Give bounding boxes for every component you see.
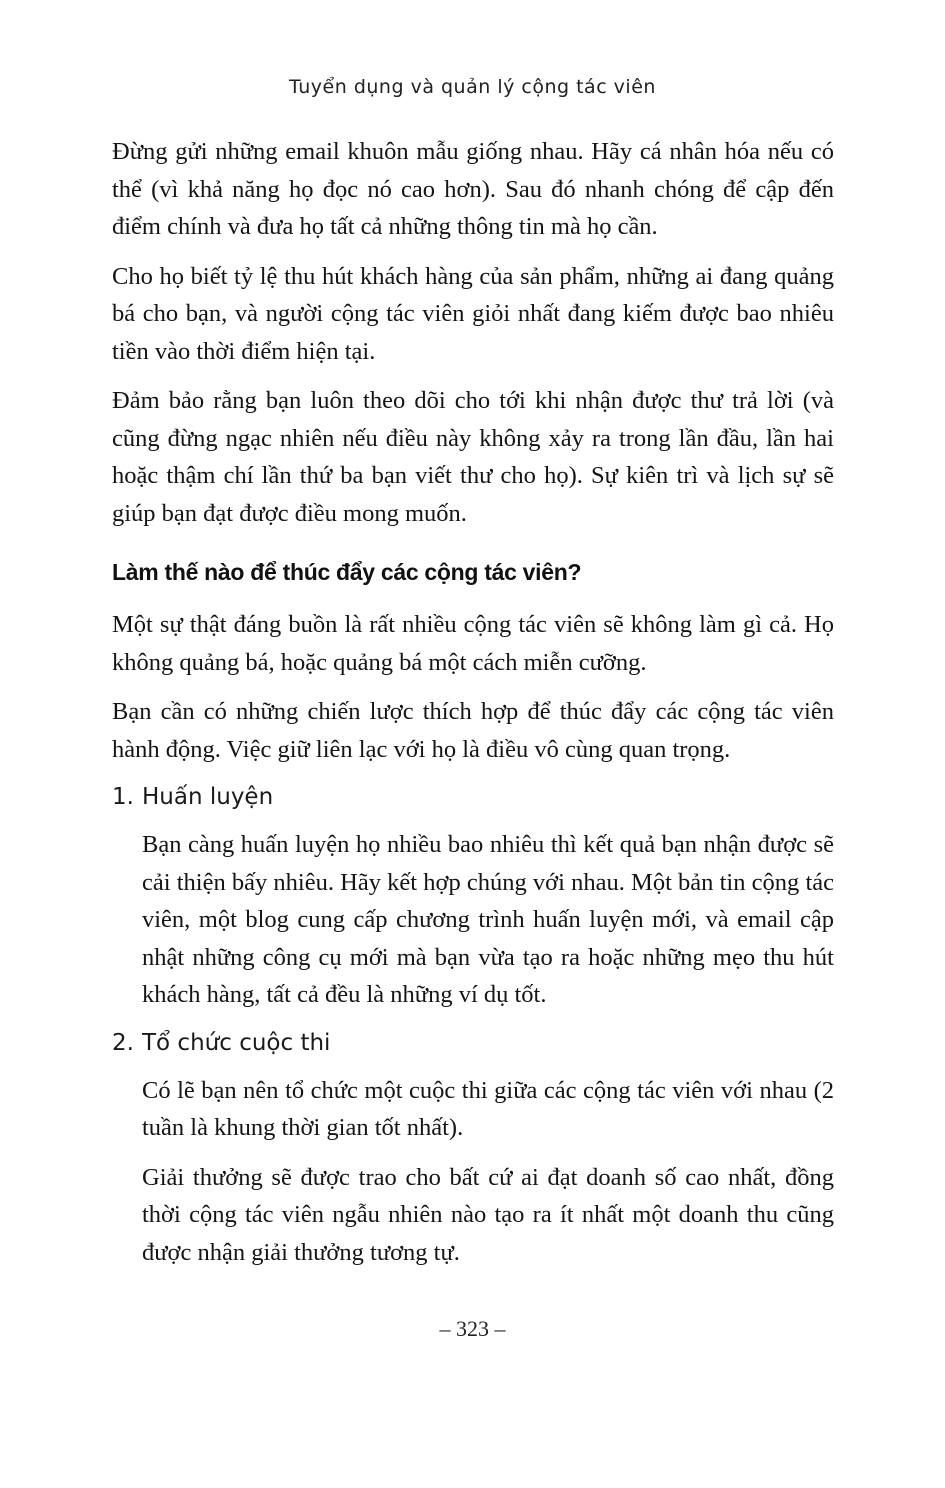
list-title-text: Huấn luyện	[142, 784, 274, 810]
section-paragraph-1: Một sự thật đáng buồn là rất nhiều cộng tác viên sẽ không làm gì cả. Họ không quảng bá, hoặc quảng bá một cách miễn cưỡng.	[112, 611, 834, 676]
list-number: 2.	[112, 1029, 134, 1056]
page-number: – 323 –	[439, 1316, 506, 1341]
list-title-text: Tổ chức cuộc thi	[142, 1029, 331, 1056]
list-item-training	[112, 780, 834, 1014]
list-item-paragraph: Có lẽ bạn nên tổ chức một cuộc thi giữa các cộng tác viên với nhau (2 tuần là khung thời gian tốt nhất).	[142, 1076, 834, 1141]
intro-paragraph-1: Đừng gửi những email khuôn mẫu giống nhau. Hãy cá nhân hóa nếu có thể (vì khả năng họ đọc nó cao hơn). Sau đó nhanh chóng để cập đến điểm chính và đưa họ tất cả những thông tin mà họ cần.	[112, 138, 834, 240]
intro-paragraph-2: Cho họ biết tỷ lệ thu hút khách hàng của sản phẩm, những ai đang quảng bá cho bạn, và người cộng tác viên giỏi nhất đang kiếm được bao nhiêu tiền vào thời điểm hiện tại.	[112, 262, 834, 365]
list-item-title	[112, 780, 834, 814]
running-header: Tuyển dụng và quản lý cộng tác viên	[289, 76, 656, 98]
intro-paragraph-3: Đảm bảo rằng bạn luôn theo dõi cho tới khi nhận được thư trả lời (và cũng đừng ngạc nhiên nếu điều này không xảy ra trong lần đầu, lần hai hoặc thậm chí lần thứ ba bạn viết thư cho họ). Sự kiên trì và lịch sự sẽ giúp bạn đạt được điều mong muốn.	[112, 387, 834, 527]
section-paragraph-2: Bạn cần có những chiến lược thích hợp để thúc đẩy các cộng tác viên hành động. Việc giữ liên lạc với họ là điều vô cùng quan trọng.	[112, 698, 834, 763]
list-item-contest	[112, 1026, 834, 1272]
list-item-title	[112, 1026, 834, 1060]
page-body	[112, 133, 834, 1283]
list-item-paragraph: Giải thưởng sẽ được trao cho bất cứ ai đạt doanh số cao nhất, đồng thời cộng tác viên ngẫu nhiên nào tạo ra ít nhất một doanh thu cũng được nhận giải thưởng tương tự.	[142, 1163, 834, 1266]
list-item-paragraph: Bạn càng huấn luyện họ nhiều bao nhiêu thì kết quả bạn nhận được sẽ cải thiện bấy nhiêu. Hãy kết hợp chúng với nhau. Một bản tin cộng tác viên, một blog cung cấp chương trình huấn luyện mới, và email cập nhật những công cụ mới mà bạn vừa tạo ra hoặc những mẹo thu hút khách hàng, tất cả đều là những ví dụ tốt.	[142, 831, 834, 1008]
section-heading: Làm thế nào để thúc đẩy các cộng tác viên?	[112, 559, 582, 585]
list-number: 1.	[112, 784, 134, 810]
